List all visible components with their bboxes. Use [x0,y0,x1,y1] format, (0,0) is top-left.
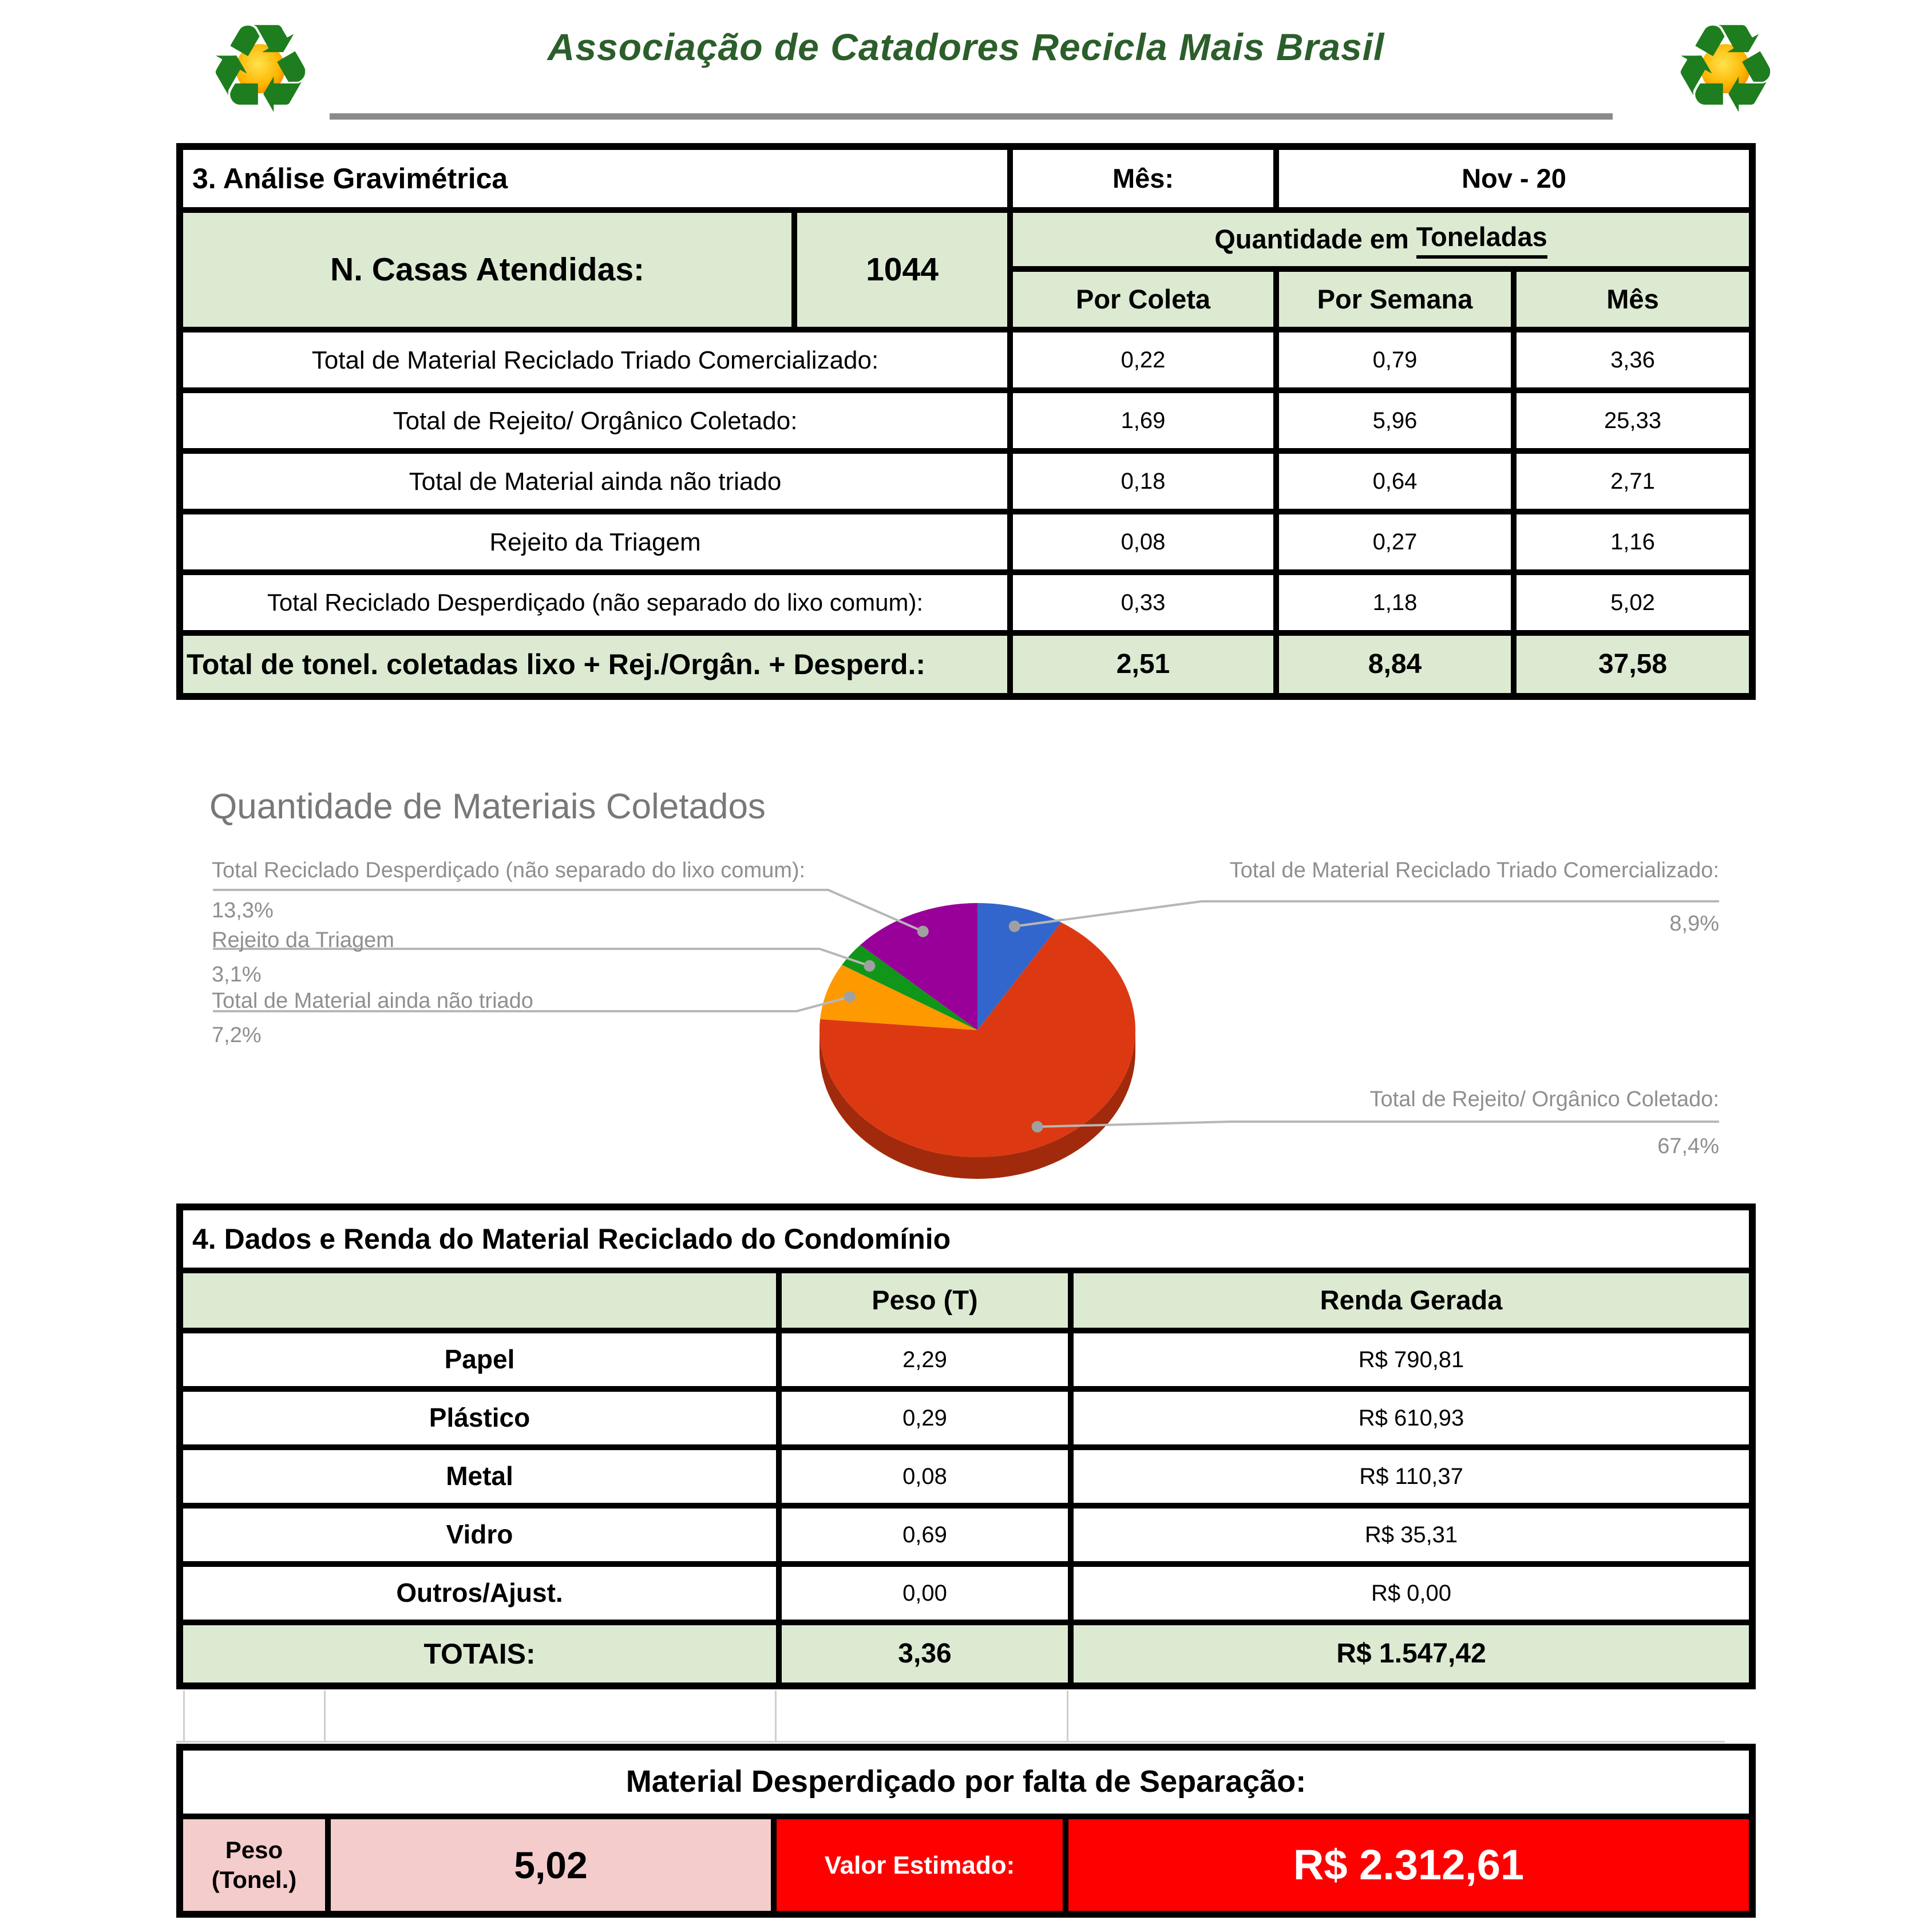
section-title: 4. Dados e Renda do Material Reciclado do Condomínio [183,1210,1749,1268]
material-peso: 0,29 [782,1392,1068,1444]
recycle-icon: ♻ [205,0,316,141]
wasted-material-table [176,1744,1756,1918]
quantity-header-prefix: Quantidade em [1214,224,1409,255]
row-label: Total de Material ainda não triado [183,454,1007,509]
col-header-mes: Mês [1517,272,1749,327]
row-value: 25,33 [1517,393,1749,448]
month-label: Mês: [1013,150,1273,207]
gridline [324,1690,326,1743]
report-title: Associação de Catadores Recicla Mais Brasil [547,26,1385,68]
row-label: Total de Rejeito/ Orgânico Coletado: [183,393,1007,448]
material-renda: R$ 0,00 [1074,1567,1749,1620]
total-row-label: Total de tonel. coletadas lixo + Rej./Orgân. + Desperd.: [183,636,1007,693]
slice-label-desperdicado: Total Reciclado Desperdiçado (não separado do lixo comum): [212,858,806,882]
col-header-peso: Peso (T) [782,1273,1068,1328]
total-row-value: 2,51 [1013,636,1273,693]
recycle-logo-right-icon [1654,0,1797,141]
row-value: 0,18 [1013,454,1273,509]
totals-peso: 3,36 [782,1625,1068,1682]
quantity-header [1013,213,1749,266]
chart-title: Quantidade de Materiais Coletados [209,787,766,826]
row-value: 0,33 [1013,575,1273,630]
houses-value: 1044 [797,213,1007,327]
slice-pct-desperdicado: 13,3% [212,898,274,923]
row-value: 5,02 [1517,575,1749,630]
col-header-semana: Por Semana [1279,272,1511,327]
slice-label-organico: Total de Rejeito/ Orgânico Coletado: [1369,1087,1719,1111]
row-value: 0,22 [1013,332,1273,387]
row-label: Rejeito da Triagem [183,514,1007,569]
row-value: 1,16 [1517,514,1749,569]
slice-label-comercializado: Total de Material Reciclado Triado Comercializado: [1229,858,1719,882]
slice-label-nao-triado: Total de Material ainda não triado [212,989,533,1013]
waste-weight-label: Peso (Tonel.) [183,1819,325,1911]
row-value: 0,64 [1279,454,1511,509]
row-label: Total de Material Reciclado Triado Comercializado: [183,332,1007,387]
totals-renda: R$ 1.547,42 [1074,1625,1749,1682]
col-header-renda: Renda Gerada [1074,1273,1749,1328]
material-label: Papel [183,1333,776,1386]
material-label: Plástico [183,1392,776,1444]
quantity-header-unit: Toneladas [1416,220,1547,259]
slice-label-rejeito-triagem: Rejeito da Triagem [212,928,394,952]
gridline [775,1690,777,1743]
income-table [176,1203,1756,1689]
material-renda: R$ 790,81 [1074,1333,1749,1386]
row-value: 2,71 [1517,454,1749,509]
slice-pct-rejeito-triagem: 3,1% [212,963,262,987]
row-value: 1,69 [1013,393,1273,448]
materials-pie-chart [0,744,1932,1202]
waste-weight-value: 5,02 [331,1819,771,1911]
gridline [183,1690,185,1743]
row-value: 0,79 [1279,332,1511,387]
waste-estimated-label: Valor Estimado: [777,1819,1063,1911]
material-renda: R$ 110,37 [1074,1450,1749,1503]
slice-pct-organico: 67,4% [1657,1134,1719,1158]
row-value: 0,08 [1013,514,1273,569]
slice-pct-nao-triado: 7,2% [212,1023,262,1047]
material-label: Vidro [183,1509,776,1561]
header-rule [330,113,1613,120]
houses-label: N. Casas Atendidas: [183,213,791,327]
row-value: 1,18 [1279,575,1511,630]
row-value: 0,27 [1279,514,1511,569]
row-value: 5,96 [1279,393,1511,448]
slice-pct-comercializado: 8,9% [1669,912,1719,936]
material-peso: 0,08 [782,1450,1068,1503]
col-header-coleta: Por Coleta [1013,272,1273,327]
material-peso: 0,00 [782,1567,1068,1620]
row-label: Total Reciclado Desperdiçado (não separado do lixo comum): [183,575,1007,630]
material-label: Outros/Ajust. [183,1567,776,1620]
section-title: 3. Análise Gravimétrica [183,150,1007,207]
recycle-icon: ♻ [1670,0,1781,141]
total-row-value: 8,84 [1279,636,1511,693]
waste-estimated-value: R$ 2.312,61 [1068,1819,1749,1911]
material-peso: 2,29 [782,1333,1068,1386]
gravimetric-table [176,143,1756,700]
material-renda: R$ 35,31 [1074,1509,1749,1561]
material-peso: 0,69 [782,1509,1068,1561]
waste-title: Material Desperdiçado por falta de Separação: [183,1751,1749,1814]
row-value: 3,36 [1517,332,1749,387]
empty-header-cell [183,1273,776,1328]
empty-spreadsheet-row [176,1690,1725,1743]
material-label: Metal [183,1450,776,1503]
totals-label: TOTAIS: [183,1625,776,1682]
month-value: Nov - 20 [1279,150,1749,207]
gridline [1067,1690,1068,1743]
material-renda: R$ 610,93 [1074,1392,1749,1444]
recycle-logo-left-icon [189,0,332,141]
total-row-value: 37,58 [1517,636,1749,693]
